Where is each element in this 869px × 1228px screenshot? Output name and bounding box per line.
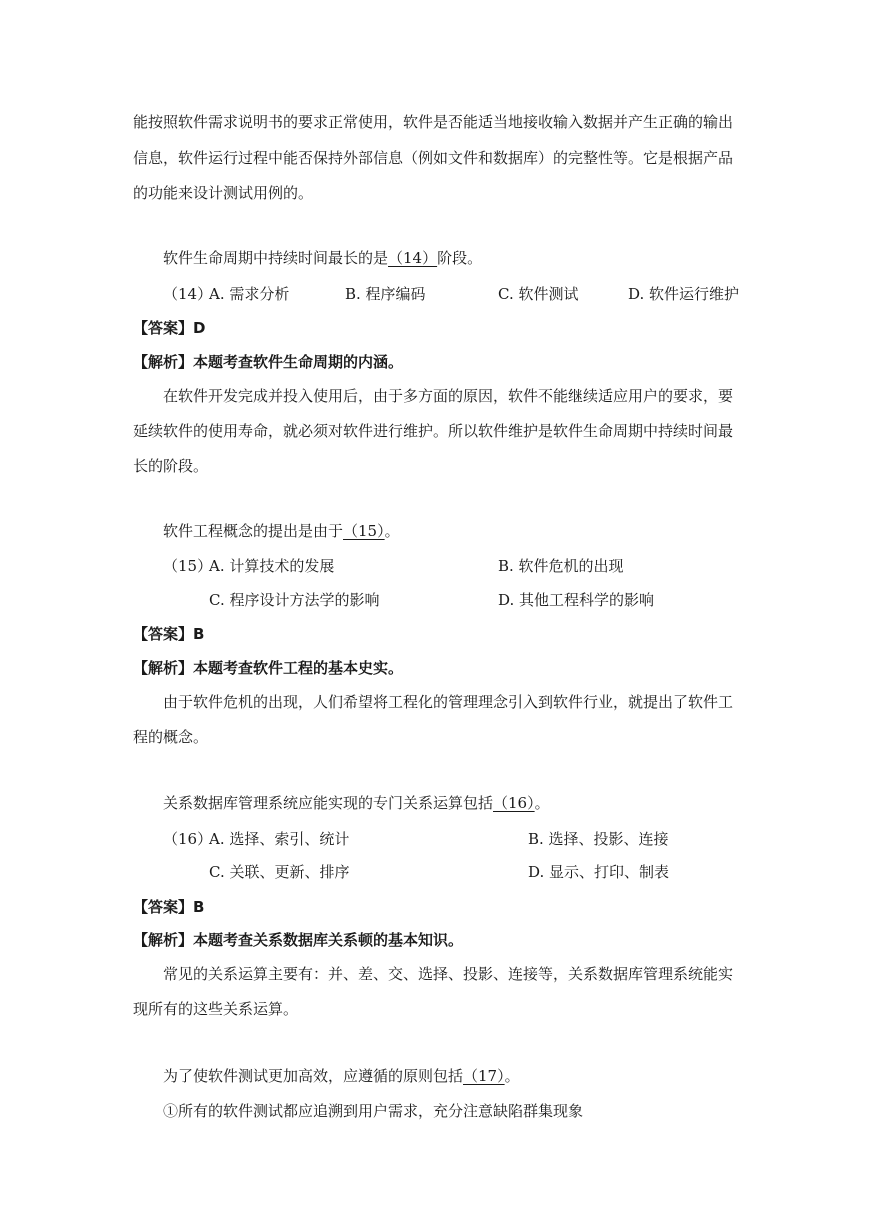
q16-option-b: B. 选择、投影、连接 — [528, 830, 669, 848]
q17-stem — [163, 1066, 520, 1086]
q17-item-1: ①所有的软件测试都应追溯到用户需求，充分注意缺陷群集现象 — [163, 1102, 584, 1120]
q14-answer-label: 【答案】 — [133, 319, 194, 337]
intro-line-1: 能按照软件需求说明书的要求正常使用，软件是否能适当地接收输入数据并产生正确的输出 — [133, 113, 734, 131]
q15-stem-post: 。 — [384, 522, 400, 540]
q15-option-a: A. 计算技术的发展 — [209, 557, 335, 575]
q16-analysis-heading — [133, 930, 463, 950]
q17-stem-pre: 为了使软件测试更加高效，应遵循的原则包括 — [163, 1067, 464, 1085]
q16-answer-label: 【答案】 — [133, 898, 194, 916]
q15-answer-label: 【答案】 — [133, 625, 194, 643]
q15-stem-pre: 软件工程概念的提出是由于 — [163, 522, 344, 540]
q16-explanation-2: 现所有的这些关系运算。 — [133, 1000, 299, 1018]
q16-explanation-1: 常见的关系运算主要有：并、差、交、选择、投影、连接等，关系数据库管理系统能实 — [163, 965, 734, 983]
q16-stem-post: 。 — [534, 794, 550, 812]
q14-analysis-label: 【解析】 — [133, 353, 194, 371]
q16-number: （16） — [163, 830, 213, 848]
q14-number: （14） — [163, 285, 213, 303]
q16-answer-value: B — [193, 898, 205, 916]
q15-analysis-label: 【解析】 — [133, 659, 194, 677]
q16-analysis-label: 【解析】 — [133, 931, 194, 949]
q15-blank: （15） — [343, 522, 385, 540]
q16-option-c: C. 关联、更新、排序 — [209, 863, 350, 881]
q14-blank: （14） — [388, 249, 438, 267]
q15-analysis-heading — [133, 658, 403, 678]
q15-stem — [163, 521, 400, 541]
q14-explanation-2: 延续软件的使用寿命，就必须对软件进行维护。所以软件维护是软件生命周期中持续时间最 — [133, 422, 734, 440]
q14-option-c: C. 软件测试 — [498, 285, 579, 303]
q16-option-a: A. 选择、索引、统计 — [209, 830, 350, 848]
q14-option-b: B. 程序编码 — [345, 285, 426, 303]
q15-option-d: D. 其他工程科学的影响 — [498, 591, 655, 609]
q16-blank: （16） — [493, 794, 535, 812]
q14-analysis-heading — [133, 352, 403, 372]
q16-option-d: D. 显示、打印、制表 — [528, 863, 670, 881]
q17-stem-post: 。 — [504, 1067, 520, 1085]
intro-line-3: 的功能来设计测试用例的。 — [133, 184, 314, 202]
q14-stem-pre: 软件生命周期中持续时间最长的是 — [163, 249, 389, 267]
q16-stem-pre: 关系数据库管理系统应能实现的专门关系运算包括 — [163, 794, 494, 812]
q14-explanation-3: 长的阶段。 — [133, 457, 209, 475]
q14-option-a: A. 需求分析 — [209, 285, 290, 303]
q15-analysis-title: 本题考查软件工程的基本史实。 — [193, 659, 404, 677]
q14-analysis-title: 本题考查软件生命周期的内涵。 — [193, 353, 404, 371]
q14-explanation-1: 在软件开发完成并投入使用后，由于多方面的原因，软件不能继续适应用户的要求，要 — [163, 387, 734, 405]
q15-answer — [133, 624, 204, 644]
q15-number: （15） — [163, 557, 213, 575]
q15-answer-value: B — [193, 625, 205, 643]
q17-blank: （17） — [463, 1067, 505, 1085]
q15-explanation-2: 程的概念。 — [133, 728, 209, 746]
q15-option-b: B. 软件危机的出现 — [498, 557, 624, 575]
q14-option-d: D. 软件运行维护 — [628, 285, 740, 303]
q16-analysis-title: 本题考查关系数据库关系顿的基本知识。 — [193, 931, 464, 949]
q15-option-c: C. 程序设计方法学的影响 — [209, 591, 380, 609]
q14-stem-post: 阶段。 — [437, 249, 483, 267]
q16-answer — [133, 897, 204, 917]
q14-stem — [163, 248, 482, 268]
q15-explanation-1: 由于软件危机的出现，人们希望将工程化的管理理念引入到软件行业，就提出了软件工 — [163, 693, 734, 711]
q14-answer-value: D — [193, 319, 206, 337]
q14-answer — [133, 318, 205, 338]
q16-stem — [163, 793, 550, 813]
intro-line-2: 信息，软件运行过程中能否保持外部信息（例如文件和数据库）的完整性等。它是根据产品 — [133, 149, 734, 167]
